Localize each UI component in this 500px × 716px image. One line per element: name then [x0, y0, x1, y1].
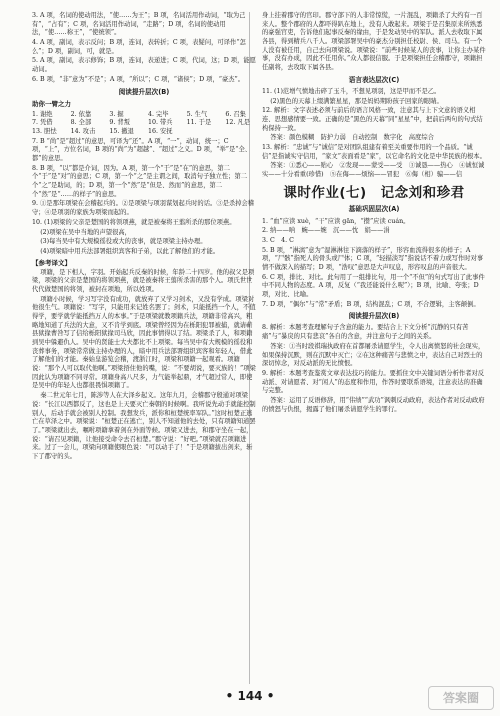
translation-paragraph: 秦二世元年七月，陈涉等人在大泽乡起义。这年九月，会稽郡守殷通对项梁说：“长江以西都反了，这也是上天要灭亡秦朝的时候啊。我听说先动手就能控制别人，后动手就会被别人控制。我想发兵，派你和桓楚统率军队。”这时桓楚正逃亡在草泽之中。项梁说：“桓楚正在逃亡，别人不知道他的去处，只有项籍知道罢了。”项梁就出去，嘱咐项籍拿着剑在外面等候。项梁又进去，和郡守坐在一起，说：“请召见项籍，让他接受命令去召桓楚。”郡守说：“好吧。”项梁就召项籍进来。过了一会儿，项梁向项籍使眼色说：“可以动手了！”于是项籍拔出剑来，斩下了郡守的头。 — [32, 392, 256, 460]
answer-item: 4. A 项，副词，表示反问；B 项，连词，表转折；C 项，表疑问，可译作“怎么”；D 项，副词，可，就是。 — [32, 39, 246, 55]
word-answer: 5. 生气 — [186, 110, 208, 118]
word-answer: 3. 掘 — [109, 110, 124, 118]
word-answer: 6. 召集 — [225, 110, 246, 118]
word-answer: 1. 谢绝 — [32, 110, 53, 118]
word-answer: 8. 全部 — [70, 119, 92, 127]
left-column — [32, 12, 256, 463]
answer-item: 6. B 项，“非”意为“不是”；A 项，“所以”；C 项，“诸侯”；D 项，“豪杰”。 — [32, 75, 245, 83]
help-heading: 助你一臂之力 — [32, 99, 71, 108]
word-answer: 10. 带兵 — [147, 119, 173, 127]
word-answer: 4. 完毕 — [147, 110, 169, 118]
answer-item: 5. A 项，副词，表示修饰；B 项，连词，表递进；C 项，代词，这；D 项，能愿动词。 — [32, 57, 256, 74]
answer-item: 7. B “尚”是“超过”的意思，可译为“还”。A 项，“一”，动词，统一；C 项，“上”，方位名词，B 项的“尚”为“超越”、“超过”之义。D 项，“举”是“全、都”的意思。 — [32, 137, 252, 162]
translation-paragraph: 项籍，是下相人，字羽。开始起兵反秦的时候，年龄二十四岁。他的叔父是项梁，项梁的父亲是楚国的将领项燕，就是被秦将王翦所杀害的那个人。项氏世世代代做楚国的将领，被封在项地，所以姓项。 — [32, 268, 255, 293]
word-answer: 16. 安抚 — [147, 127, 173, 135]
answer-item: 12. 解析：文字表述必须与前后的语言风格一致，注意其与上下文意的语义相连、思想感情要一致。正确的是“黑色的天幕”同“星星”中，把前后两句的句式结构保持一致。 — [262, 107, 483, 132]
lesson-title: 课时作业(七) 记念刘和珍君 — [283, 184, 465, 201]
answer-item: (2)项梁在吴中当地的声望很高， — [40, 228, 131, 236]
word-answer: 11. 于是 — [186, 119, 212, 127]
answer-item: 8. 解析：本题考查理解句子含意的能力。要结合上下文分析“沉静的只有苦痛”与“暴戾的只有悲哀”各自的含意，并注意句子之间的关系。 — [262, 324, 469, 341]
reference-translation-heading: 【参考译文】 — [32, 258, 71, 267]
answer-item: 3. C 4. C — [262, 236, 294, 244]
translation-paragraph: 项籍小时候，学习写字没有成功，就放弃了又学习剑术，又没有学成。项梁对他很生气。项籍说：“写字，只能用来记姓名罢了；剑术，只能抵挡一个人，不值得学，要学就学能抵挡万人的本事。”于是项梁就教项籍兵法，项籍非常高兴，粗略地知道了兵法的大意，又不肯学到底。项梁曾经因为在栎阳犯罪被捕，就请蕲县狱掾曹咎写了信给栎阳狱掾司马欣，因此事情得以了结。项梁杀了人，和项籍到吴中躲避仇人。吴中的贤能士大夫都比不上项梁。每当吴中有大规模的徭役和丧葬事务，项梁常常做主持办理的人，暗中用兵法部署组织宾客和年轻人，借此了解他们的才能。秦始皇游览会稽，渡浙江时，项梁和项籍一起观看。项籍说：“那个人可以取代他啊。”项梁捂住他的嘴，说：“不要胡说，要灭族的！”项梁因此认为项籍不同寻常。项籍身高八尺多，力气能举起鼎，才气超过常人，即使是吴中的年轻人也都很畏惧项籍了。 — [32, 295, 256, 390]
answer-item: 7. D 项，“偶尔”与“常”矛盾；B 项，结构混乱；C 项，不合逻辑，主客颠倒。 — [262, 300, 480, 308]
answer-item: 8. B 项，“以”都是介词，因为。A 项，第一个“于”是“在”的意思，第二个“于”是“对”的意思；C 项，第一个“之”是主谓之间，取消句子独立性；第二个“之”是助词，的；D 项，第一个“然”是“但是、然而”的意思，第二个“然”是“……的样子”的意思。 — [32, 164, 248, 198]
answer-item: 9. ①是那年项梁在会稽起兵的。②是项梁与项羽谋划起兵时的话。③是杀掉会稽守；④是项羽的家族为项梁而起的。 — [32, 200, 255, 217]
word-answer-grid — [32, 111, 256, 137]
word-answer: 9. 背叛 — [109, 119, 130, 127]
watermark-logo: 答案圈 — [428, 686, 494, 710]
word-answer: 14. 攻击 — [70, 127, 96, 135]
answer-item: 2. 纳——呐 蜿——婉 沉——忱 娟——涓 — [262, 227, 390, 235]
answer-item: 11. (1)范增气愤地击碎了玉斗，不想见项羽，这是甲而不是乙。 — [262, 87, 441, 95]
right-column — [262, 12, 486, 415]
answer-item: (4)项梁暗中用兵法部署组织宾客和子弟，以此了解他们的才能。 — [40, 247, 220, 255]
answer-item: 答案：颜色模糊 防护力弱 自动控制 数字化 高度综合 — [270, 134, 434, 142]
section-heading-reading: 阅读提升层次(B) — [348, 312, 400, 321]
word-answer: 7. 凭借 — [32, 119, 53, 127]
section-heading-language: 语言表达层次(C) — [348, 75, 400, 84]
page-number: • 144 • — [225, 689, 275, 703]
answer-item: 1. “血”应读 xuè，“干”应读 gān，“攒”应读 cuán。 — [262, 217, 410, 225]
word-answer: 15. 撤退 — [109, 127, 134, 135]
word-answer: 12. 凡是 — [225, 119, 250, 127]
section-heading-reading-improve: 阅读提升层次(B) — [118, 87, 170, 96]
answer-item: 13. 解析：“忠诚”与“诚信”是对团队组建有着至关重要作用的一个品质。“诚信”是指诚实守信用，“家文”表面看是“家”，以它命名的文化是中华民族的根本。 — [262, 144, 486, 160]
answer-item: 10. (1)项梁的父亲是楚国的将领项燕，就是被秦将王翦所杀的那位项燕。 — [32, 218, 236, 226]
answer-item: 6. C 项，排比、对比。此句用了一组排比句，用一个“不但”的句式写出了此事件中不同人物的态度。A 项，反复（“我还能说什么呢”）；B 项，比喻、夸张；D 项，对比、比喻。 — [262, 273, 485, 298]
answer-item: (2)黑色的天幕上缀满繁星星，那是妈妈期盼孩子回家的眼睛。 — [270, 97, 443, 105]
answer-item: 答案：①当时段祺瑞执政府在首都屠杀请愿学生，令人出离愤怒的社会现实，如果保持沉默，则在沉默中灭亡；②在这种痛苦与悲愤之中，表达自己对烈士的深切悼念，对反动派的无比愤恨。 — [262, 342, 485, 368]
word-answer: 2. 依靠 — [70, 110, 92, 118]
answer-item: 9. 解析：本题考查鉴赏文章表达技巧的能力。要抓住文中关键词语分析作者对反动派、对请愿者、对“闲人”的态度和作用，作答时要联系语境，注意表达的准确与完整。 — [262, 369, 485, 395]
answer-item: 5. B 项，“淋漓”意为“湿淋淋往下滴落的样子”，形容血流得很多的样子；A 项，“尸骸”指死人的骨头或尸体；C 项，“轻描淡写”指说话不着力或写作时对事情不做深入的描写；D 项，“浩叹”意思是大声叹息，形容叹息的声音很大。 — [262, 246, 484, 271]
answer-item: 答案：①悉心——贴心 ②发现——蒙受——受 ③诚恳——热心 ④诚恒诚实——十分看重(珍惜) ⑤在侮——烦恼——冒犯 ⑥侮（相）骗——信 — [262, 162, 485, 179]
answer-item: 3. A 项，名词的使动用法，“使……为王”；B 项，名词活用作动词，“取为己有”，“占有”；C 项，名词活用作动词，“走路”；D 项，名词的使动用法，“使……称王”，“使统领”。 — [32, 12, 246, 37]
section-heading-basic: 基础巩固层次(A) — [348, 205, 400, 214]
word-answer: 13. 胆怯 — [32, 127, 57, 135]
answer-item: (3)每当吴中有大规模徭役或大的丧事，就是项梁主持办理。 — [40, 238, 207, 246]
translation-paragraph: 身上挂着郡守的官印。郡守部下的人非常惊慌，一片混乱，项籍杀了大约有一百来人。整个郡府的人都吓得趴在地上，没有人敢起来。项梁于是召集原来所熟悉的豪强官吏，告诉他们起事反秦的缘由，于是发动吴中的军队。派人去收取下属各县，得到精兵八千人。项梁部署吴中的豪杰分别担任校尉、侯、司马。有一个人没有被任用，自己去向项梁说。项梁说：“前些时候某人的丧事，让你主办某件事，没有办成，因此不任用你。”众人都很信服。于是项梁担任会稽郡守，项籍担任副将，去攻取下属各县。 — [262, 12, 486, 72]
answer-item: 答案：运用了反语修辞，用“伟绩”“武功”讽刺反动政府，表达作者对反动政府的愤怒与仇恨，揭露了他们屠杀请愿学生的罪行。 — [262, 396, 485, 413]
